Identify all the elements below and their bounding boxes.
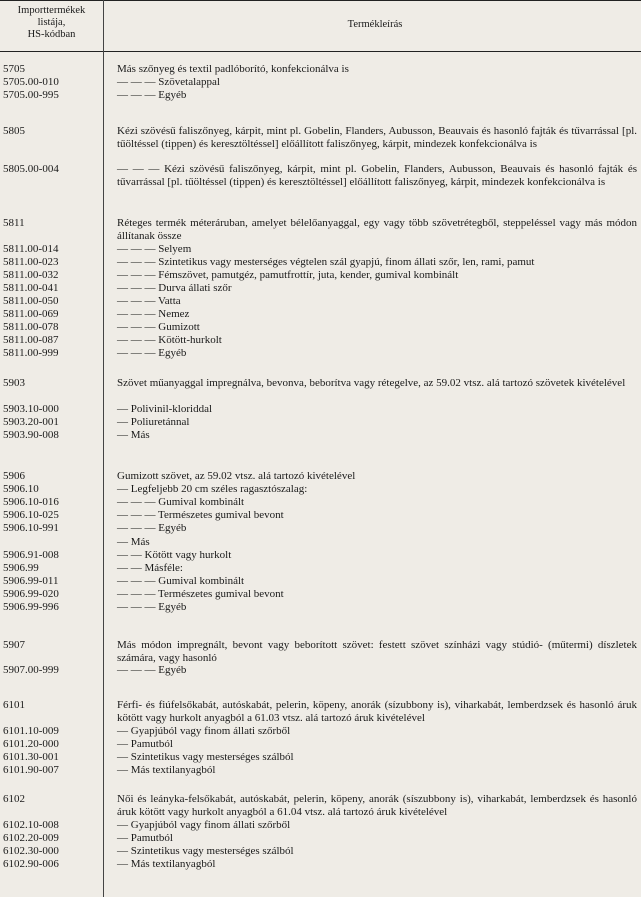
product-description: — — — Egyéb bbox=[117, 347, 187, 359]
product-description: — — — Gumival kombinált bbox=[117, 575, 245, 587]
hs-code: 6102.30-000 bbox=[3, 845, 59, 857]
hs-code: 5906.99-020 bbox=[3, 588, 59, 600]
product-description: — — Kötött vagy hurkolt bbox=[117, 549, 232, 561]
hs-code: 5903.10-000 bbox=[3, 403, 59, 415]
header-description-column: Termékleírás bbox=[347, 19, 403, 30]
hs-code: 6101 bbox=[3, 699, 25, 711]
product-description: — — — Kézi szövésű faliszőnyeg, kárpit, mint pl. Gobelin, Flanders, Aubusson, Beauvais és hasonló fajták és tűvarrással [pl. tűöltéssel (tippen) és keresztöltéssel] előállított faliszőnyeg, kárpit, mindezek konfekcionálva is bbox=[117, 163, 637, 188]
product-description: Gumizott szövet, az 59.02 vtsz. alá tartozó kivételével bbox=[117, 470, 356, 482]
header-code-column: Importtermékek listája, HS-kódban bbox=[17, 5, 86, 40]
hs-code: 5903 bbox=[3, 377, 25, 389]
product-description: — — — Egyéb bbox=[117, 664, 187, 676]
product-description: — — — Kötött-hurkolt bbox=[117, 334, 222, 346]
hs-code: 5811.00-032 bbox=[3, 269, 59, 281]
product-description: — Szintetikus vagy mesterséges szálból bbox=[117, 751, 294, 763]
product-description: — Polivinil-kloriddal bbox=[117, 403, 213, 415]
product-description: Férfi- és fiúfelsőkabát, autóskabát, pelerin, köpeny, anorák (sízubbony is), viharkabát, lemberdzsek és hasonló áruk kötött vagy hurkolt anyagból a 61.03 vtsz. alá tartozó áruk kivételével bbox=[117, 699, 637, 724]
product-description: — Pamutból bbox=[117, 832, 173, 844]
product-description: — — — Gumizott bbox=[117, 321, 200, 333]
hs-code: 5906.10-025 bbox=[3, 509, 59, 521]
hs-code: 5811.00-069 bbox=[3, 308, 59, 320]
hs-code: 5906.91-008 bbox=[3, 549, 59, 561]
product-description: — — — Fémszövet, pamutgéz, pamutfrottír, juta, kender, gumival kombinált bbox=[117, 269, 459, 281]
product-description: Réteges termék méteráruban, amelyet bélelőanyaggal, egy vagy több szövetrétegből, steppeléssel vagy más módon állítanak össze bbox=[117, 217, 637, 242]
product-description: — Legfeljebb 20 cm széles ragasztószalag: bbox=[117, 483, 308, 495]
hs-code: 6101.90-007 bbox=[3, 764, 59, 776]
hs-code: 5906.99 bbox=[3, 562, 39, 574]
product-description: — — — Egyéb bbox=[117, 89, 187, 101]
hs-code: 5907 bbox=[3, 639, 25, 651]
hs-code: 5705.00-010 bbox=[3, 76, 59, 88]
product-description: — — — Durva állati szőr bbox=[117, 282, 232, 294]
hs-code: 5811 bbox=[3, 217, 25, 229]
table-header bbox=[0, 0, 641, 52]
hs-code: 6102.10-008 bbox=[3, 819, 59, 831]
hs-code: 6102.90-006 bbox=[3, 858, 59, 870]
product-description: — — — Természetes gumival bevont bbox=[117, 588, 284, 600]
hs-code: 5907.00-999 bbox=[3, 664, 59, 676]
hs-code: 6102 bbox=[3, 793, 25, 805]
hs-code: 6101.20-000 bbox=[3, 738, 59, 750]
product-description: — — — Gumival kombinált bbox=[117, 496, 245, 508]
product-description: — Pamutból bbox=[117, 738, 173, 750]
product-description: Más módon impregnált, bevont vagy beborított szövet: festett szövet színházi vagy stúdió- (műtermi) díszletek számára, vagy hasonló bbox=[117, 639, 637, 664]
hs-code: 5906.10 bbox=[3, 483, 39, 495]
hs-code: 5705 bbox=[3, 63, 25, 75]
product-description: — — — Egyéb bbox=[117, 601, 187, 613]
product-description: — Más textilanyagból bbox=[117, 858, 216, 870]
product-description: — Szintetikus vagy mesterséges szálból bbox=[117, 845, 294, 857]
product-description: Női és leányka-felsőkabát, autóskabát, pelerin, köpeny, anorák (síszubbony is), viharkabát, lemberdzsek és hasonló áruk kötött vagy hurkolt anyagból a 61.04 vtsz. alá tartozó áruk kivételével bbox=[117, 793, 637, 818]
hs-code: 5811.00-050 bbox=[3, 295, 59, 307]
product-description: Szövet műanyaggal impregnálva, bevonva, beborítva vagy rétegelve, az 59.02 vtsz. alá tartozó szövetek kivételével bbox=[117, 377, 626, 389]
product-description: — — — Egyéb bbox=[117, 522, 187, 534]
hs-code: 5705.00-995 bbox=[3, 89, 59, 101]
product-description: Kézi szövésű faliszőnyeg, kárpit, mint pl. Gobelin, Flanders, Aubusson, Beauvais és hasonló fajták és tűvarrással [pl. tűöltéssel (tippen) és keresztöltéssel] előállított faliszőnyeg, kárpit, mindezek konfekcionálva is bbox=[117, 125, 637, 150]
hs-code: 5906.10-991 bbox=[3, 522, 59, 534]
hs-code: 5811.00-999 bbox=[3, 347, 59, 359]
product-description: — — — Selyem bbox=[117, 243, 192, 255]
product-description: — Más bbox=[117, 429, 150, 441]
hs-code: 5903.90-008 bbox=[3, 429, 59, 441]
hs-code: 5811.00-023 bbox=[3, 256, 59, 268]
product-description: — — — Szövetalappal bbox=[117, 76, 220, 88]
hs-code: 5903.20-001 bbox=[3, 416, 59, 428]
hs-code: 6101.30-001 bbox=[3, 751, 59, 763]
hs-code: 5805 bbox=[3, 125, 25, 137]
hs-code: 6101.10-009 bbox=[3, 725, 59, 737]
product-description: — — — Szintetikus vagy mesterséges végtelen szál gyapjú, finom állati szőr, len, rami, pamut bbox=[117, 256, 535, 268]
product-description: — — — Vatta bbox=[117, 295, 181, 307]
product-description: — Más textilanyagból bbox=[117, 764, 216, 776]
product-description: — — Másféle: bbox=[117, 562, 183, 574]
hs-code: 5906.10-016 bbox=[3, 496, 59, 508]
hs-code: 5906.99-011 bbox=[3, 575, 59, 587]
hs-code: 5811.00-014 bbox=[3, 243, 59, 255]
hs-code: 6102.20-009 bbox=[3, 832, 59, 844]
product-description: Más szőnyeg és textil padlóborító, konfekcionálva is bbox=[117, 63, 349, 75]
product-description: — Gyapjúból vagy finom állati szőrből bbox=[117, 819, 291, 831]
product-description: — — — Természetes gumival bevont bbox=[117, 509, 284, 521]
hs-code: 5811.00-041 bbox=[3, 282, 59, 294]
hs-code: 5811.00-078 bbox=[3, 321, 59, 333]
product-description: — — — Nemez bbox=[117, 308, 190, 320]
product-description: — Gyapjúból vagy finom állati szőrből bbox=[117, 725, 291, 737]
column-divider bbox=[103, 0, 104, 897]
product-description: — Más bbox=[117, 536, 150, 548]
hs-code: 5906.99-996 bbox=[3, 601, 59, 613]
hs-code: 5906 bbox=[3, 470, 25, 482]
hs-code: 5811.00-087 bbox=[3, 334, 59, 346]
hs-code: 5805.00-004 bbox=[3, 163, 59, 175]
product-description: — Poliuretánnal bbox=[117, 416, 190, 428]
